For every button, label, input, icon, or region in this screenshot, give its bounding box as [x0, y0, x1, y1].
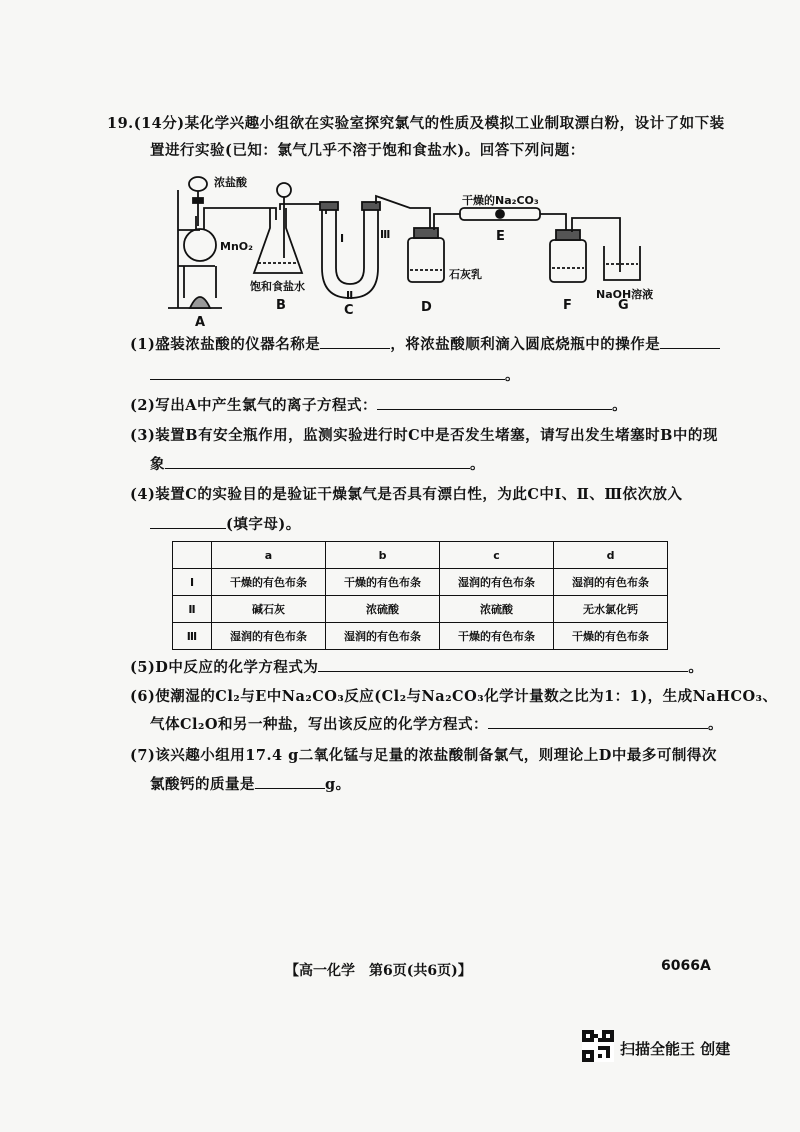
table-row-label: Ⅲ [173, 623, 212, 650]
part7-text-b: 氯酸钙的质量是 [150, 776, 255, 793]
part4-line2 [150, 513, 301, 534]
table-row [173, 569, 668, 596]
answer-blank-5[interactable] [318, 657, 688, 672]
letter-D: D [421, 300, 432, 315]
exam-code: 6066A [661, 958, 711, 974]
scanner-brand: 扫描全能王 创建 [620, 1040, 731, 1058]
letter-E: E [496, 229, 505, 244]
part3-text-b: 象 [150, 456, 165, 473]
table-header-cell: c [440, 542, 554, 569]
letter-C: C [344, 303, 354, 318]
part7-line2 [150, 773, 351, 794]
part3-line2 [150, 453, 485, 474]
part5-text: (5)D中反应的化学方程式为 [130, 659, 319, 676]
letter-A: A [195, 315, 206, 330]
table-row-label: Ⅱ [173, 596, 212, 623]
table-header-cell: d [554, 542, 668, 569]
table-cell: 浓硫酸 [326, 596, 440, 623]
part1-text-a: (1)盛装浓盐酸的仪器名称是 [130, 336, 321, 353]
label-roman-II: Ⅱ [346, 289, 354, 302]
question-intro-line1: 19.(14分)某化学兴趣小组欲在实验室探究氯气的性质及模拟工业制取漂白粉，设计了如下装 [107, 115, 725, 132]
part2-end: 。 [612, 397, 628, 414]
answer-blank-1b[interactable] [660, 334, 720, 349]
answer-blank-1c[interactable] [150, 365, 505, 380]
label-naoh: NaOH溶液 [596, 288, 654, 301]
letter-F: F [563, 298, 572, 313]
table-cell: 湿润的有色布条 [440, 569, 554, 596]
part6-end: 。 [708, 716, 724, 733]
part6-line1: (6)使潮湿的Cl₂与E中Na₂CO₃反应(Cl₂与Na₂CO₃化学计量数之比为1：1)，生成NaHCO₃、 [130, 688, 778, 705]
table-cell: 湿润的有色布条 [326, 623, 440, 650]
part7-line1: (7)该兴趣小组用17.4 g二氧化锰与足量的浓盐酸制备氯气，则理论上D中最多可制得次 [130, 747, 717, 764]
options-table [172, 541, 668, 650]
label-dry-na2co3: 干燥的Na₂CO₃ [462, 194, 539, 207]
answer-blank-7[interactable] [255, 774, 325, 789]
table-header-row [173, 542, 668, 569]
part1-line1 [130, 333, 720, 354]
part3-end: 。 [470, 456, 485, 473]
label-conc-hcl: 浓盐酸 [214, 176, 247, 189]
label-lime-milk: 石灰乳 [449, 268, 482, 281]
part6-line2 [150, 713, 723, 734]
table-cell: 干燥的有色布条 [440, 623, 554, 650]
question-intro-line2: 置进行实验(已知：氯气几乎不溶于饱和食盐水)。回答下列问题： [150, 142, 585, 159]
part2-text: (2)写出A中产生氯气的离子方程式： [130, 397, 378, 414]
table-row-label: Ⅰ [173, 569, 212, 596]
table-cell: 浓硫酸 [440, 596, 554, 623]
table-header-cell: b [326, 542, 440, 569]
part1-line2 [150, 364, 520, 385]
part1-end: 。 [505, 367, 520, 384]
answer-blank-4[interactable] [150, 514, 226, 529]
table-header-cell: a [212, 542, 326, 569]
table-row [173, 623, 668, 650]
answer-blank-1a[interactable] [320, 334, 390, 349]
table-cell: 干燥的有色布条 [554, 623, 668, 650]
part4-text-b: (填字母)。 [226, 516, 301, 533]
part3-line1: (3)装置B有安全瓶作用，监测实验进行时C中是否发生堵塞，请写出发生堵塞时B中的现 [130, 427, 718, 444]
part5-end: 。 [688, 659, 704, 676]
answer-blank-6[interactable] [488, 714, 708, 729]
table-cell: 湿润的有色布条 [212, 623, 326, 650]
answer-blank-2[interactable] [377, 395, 612, 410]
apparatus-diagram [0, 168, 800, 328]
table-cell: 干燥的有色布条 [326, 569, 440, 596]
part7-unit: g。 [325, 776, 351, 793]
label-roman-I: Ⅰ [340, 232, 345, 245]
part6-text-b: 气体Cl₂O和另一种盐，写出该反应的化学方程式： [150, 716, 489, 733]
label-brine: 饱和食盐水 [250, 280, 305, 293]
page-footer: 【高一化学 第6页(共6页)】 [285, 963, 472, 979]
answer-blank-3[interactable] [165, 454, 470, 469]
table-cell: 湿润的有色布条 [554, 569, 668, 596]
table-cell: 干燥的有色布条 [212, 569, 326, 596]
qr-code-icon [582, 1030, 614, 1062]
table-header-cell [173, 542, 212, 569]
label-mno2: MnO₂ [220, 240, 253, 253]
letter-B: B [276, 298, 286, 313]
part1-text-b: ，将浓盐酸顺利滴入圆底烧瓶中的操作是 [390, 336, 661, 353]
letter-G: G [618, 298, 629, 313]
part5-line [130, 656, 703, 677]
table-cell: 无水氯化钙 [554, 596, 668, 623]
table-cell: 碱石灰 [212, 596, 326, 623]
label-roman-III: Ⅲ [380, 228, 391, 241]
table-row [173, 596, 668, 623]
part2-line [130, 394, 627, 415]
part4-line1: (4)装置C的实验目的是验证干燥氯气是否具有漂白性，为此C中Ⅰ、Ⅱ、Ⅲ依次放入 [130, 486, 683, 503]
